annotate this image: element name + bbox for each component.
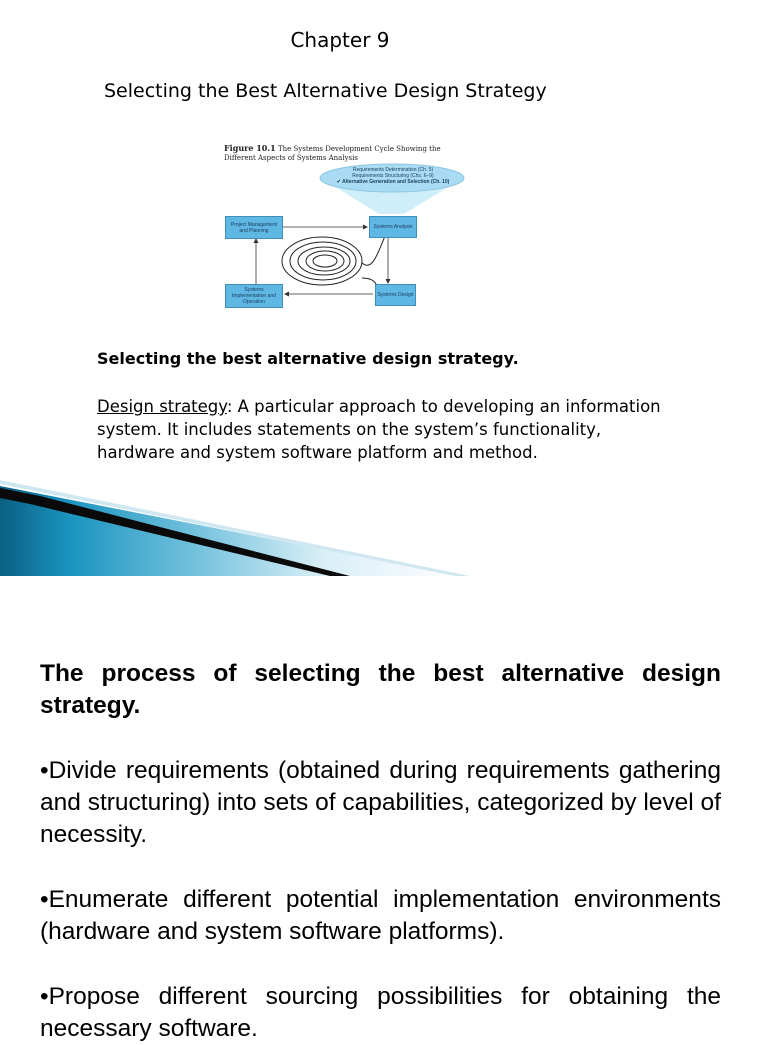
box-systems-design: Systems Design bbox=[375, 284, 416, 306]
process-section bbox=[40, 658, 721, 1045]
figure-caption-text: The Systems Development Cycle Showing the Different Aspects of Systems Analysis bbox=[224, 145, 441, 162]
slide-title: Chapter 9 bbox=[290, 28, 390, 52]
process-item: •Propose different sourcing possibilities for obtaining the necessary software. bbox=[40, 983, 721, 1042]
arrow-head bbox=[284, 292, 289, 297]
box-project-management: Project Management and Planning bbox=[225, 216, 283, 239]
box-systems-implementation: Systems Implementation and Operation bbox=[225, 284, 283, 308]
oval-line: Requirements Determination (Ch. 5) bbox=[352, 167, 434, 173]
figure-label: Figure 10.1 bbox=[224, 143, 276, 153]
oval-text bbox=[323, 167, 463, 185]
process-item: •Enumerate different potential implementation environments (hardware and system software platforms). bbox=[40, 886, 721, 945]
section-heading: Selecting the best alternative design strategy. bbox=[97, 349, 519, 368]
box-systems-analysis: Systems Analysis bbox=[369, 216, 417, 238]
oval-line: Requirements Structuring (Chs. 6–9) bbox=[352, 173, 434, 179]
arrow-head bbox=[363, 225, 368, 230]
slide-subtitle: Selecting the Best Alternative Design Strategy bbox=[104, 80, 547, 102]
definition-term: Design strategy bbox=[97, 397, 227, 416]
process-heading: The process of selecting the best alternative design strategy. bbox=[40, 660, 721, 719]
process-item: •Divide requirements (obtained during requirements gathering and structuring) into sets of capabilities, categorized by level of necessity. bbox=[40, 757, 721, 848]
design-strategy-definition bbox=[97, 395, 677, 464]
decorative-swoosh-band bbox=[0, 480, 768, 580]
oval-line-highlight: ✔ Alternative Generation and Selection (Ch. 10) bbox=[336, 179, 450, 185]
definition-text: : A particular approach to developing an information system. It includes statements on the system’s functionality, hardware and system software platform and method. bbox=[97, 397, 661, 462]
systems-development-cycle-figure bbox=[219, 138, 471, 314]
